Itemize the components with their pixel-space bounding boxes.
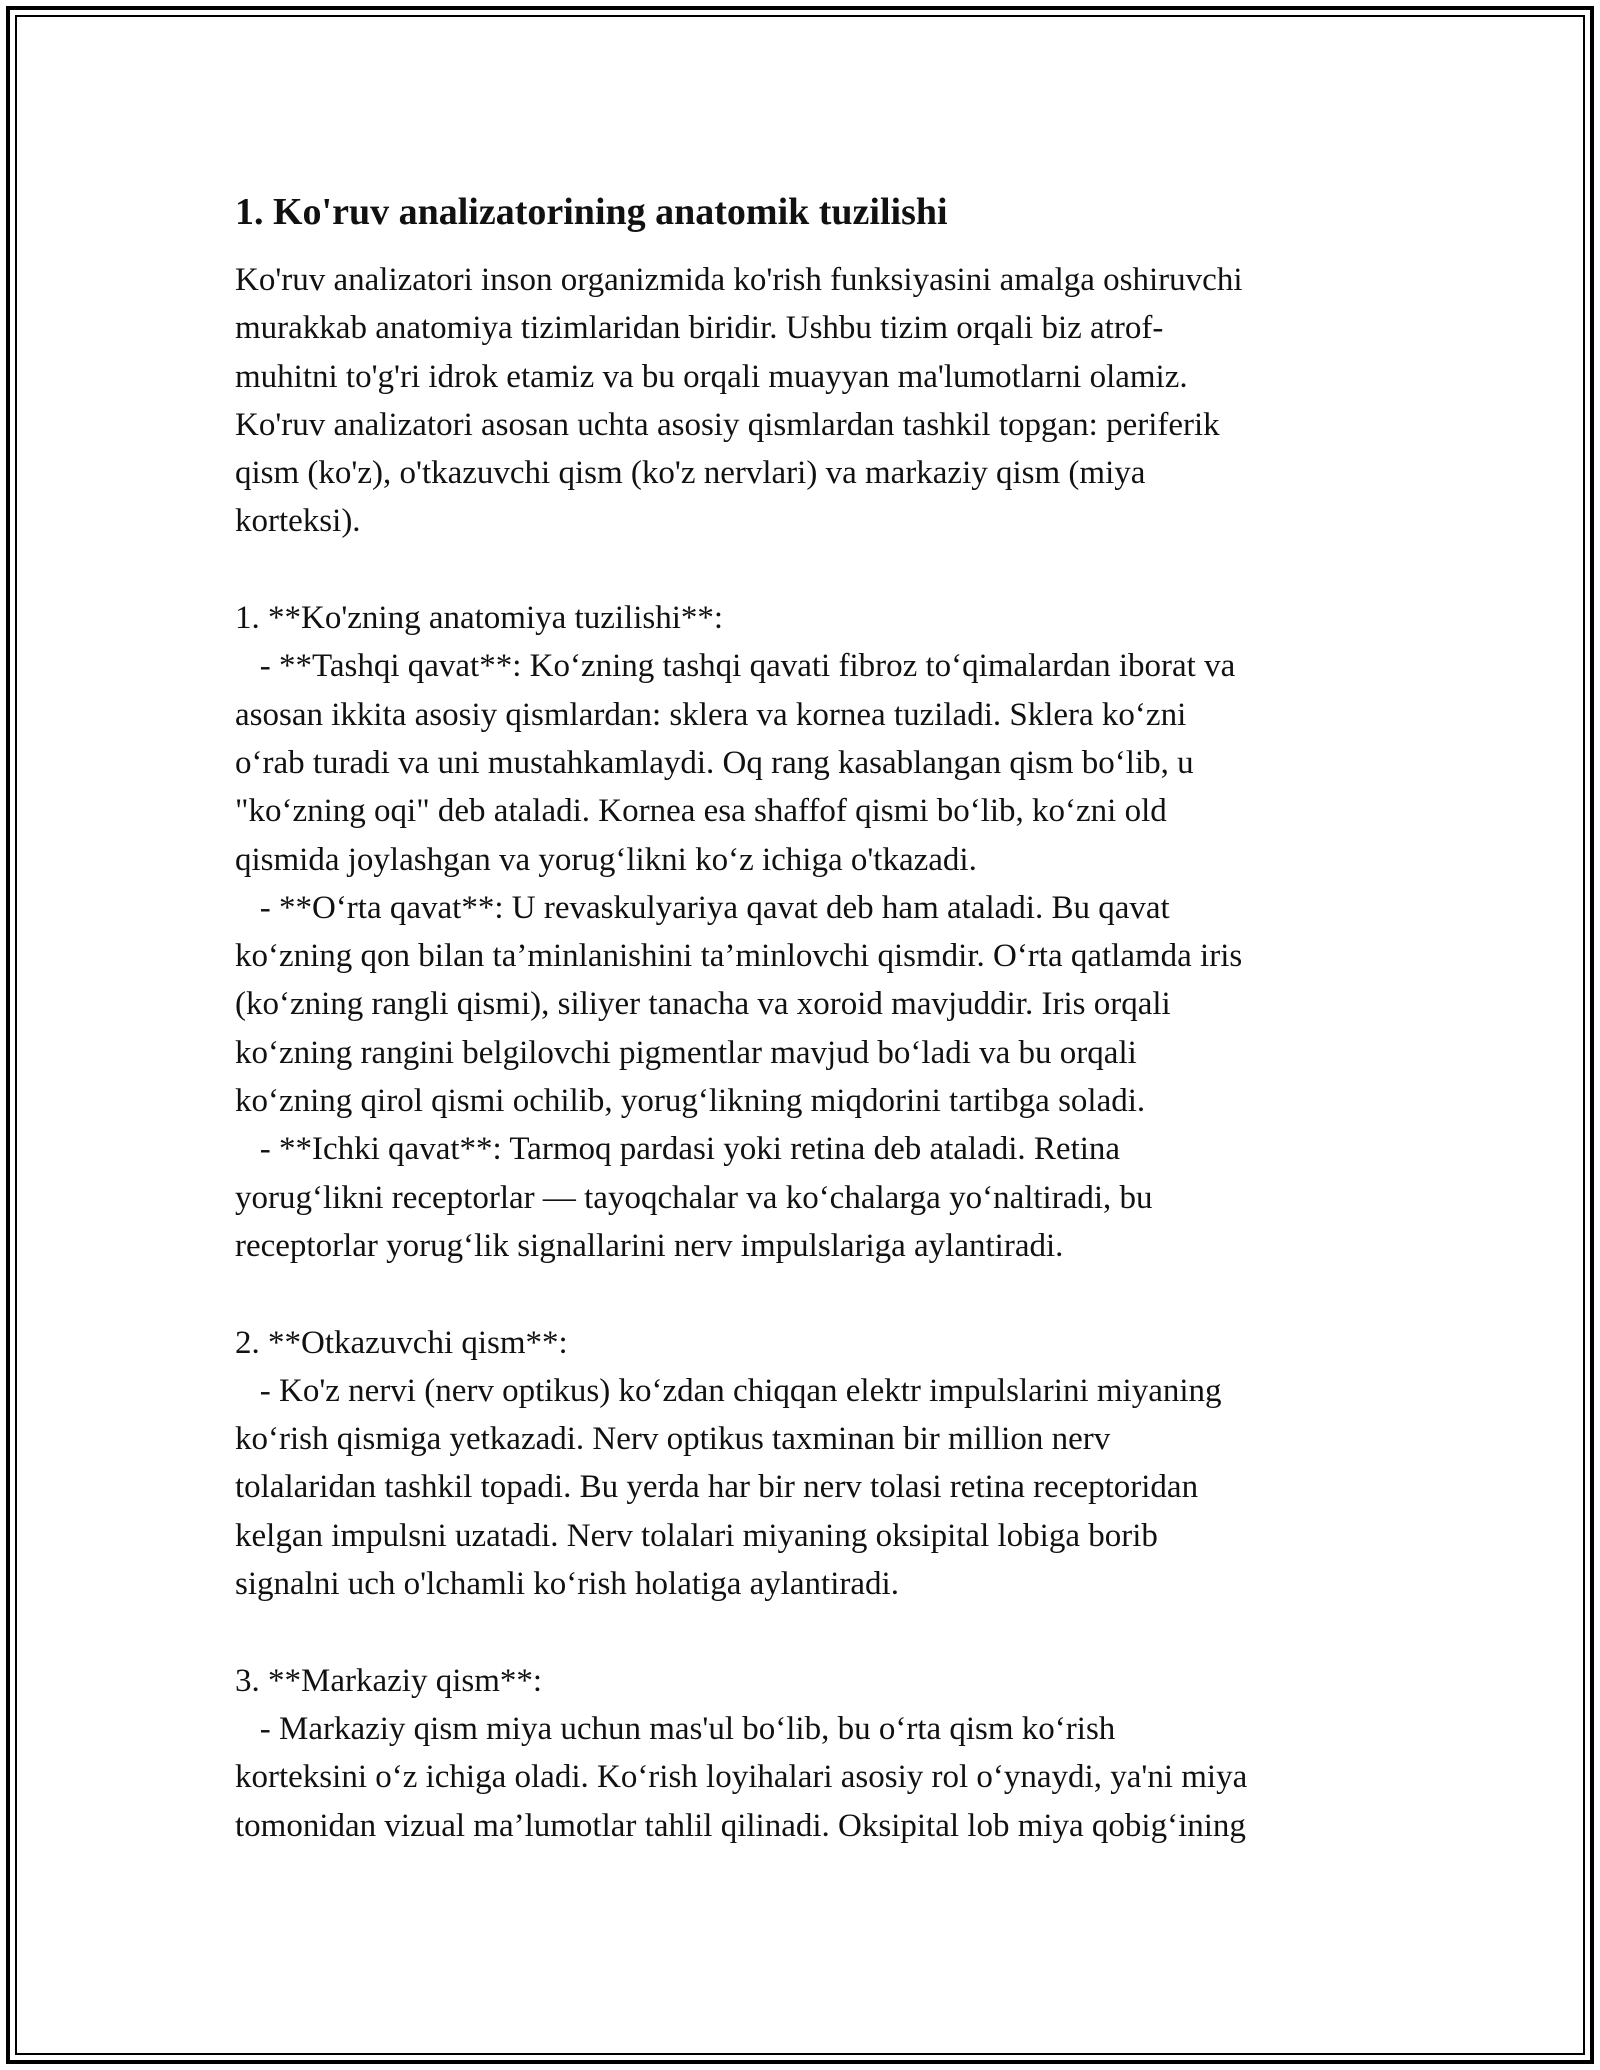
text-line: korteksini o‘z ichiga oladi. Ko‘rish loyihalari asosiy rol o‘ynaydi, ya'ni miya <box>235 1759 1248 1796</box>
text-line: muhitni to'g'ri idrok etamiz va bu orqali muayyan ma'lumotlarni olamiz. <box>235 358 1188 395</box>
text-line: - **O‘rta qavat**: U revaskulyariya qavat deb ham ataladi. Bu qavat <box>235 889 1170 926</box>
text-line: qismida joylashgan va yorug‘likni ko‘z ichiga o'tkazadi. <box>235 841 977 878</box>
text-line: qism (ko'z), o'tkazuvchi qism (ko'z nervlari) va markaziy qism (miya <box>235 455 1146 492</box>
text-line: - Ko'z nervi (nerv optikus) ko‘zdan chiqqan elektr impulslarini miyaning <box>235 1372 1222 1409</box>
text-line: kelgan impulsni uzatadi. Nerv tolalari miyaning oksipital lobiga borib <box>235 1517 1158 1554</box>
blank-line <box>235 546 1375 594</box>
text-line: korteksi). <box>235 503 361 540</box>
text-line: tomonidan vizual ma’lumotlar tahlil qilinadi. Oksipital lob miya qobig‘ining <box>235 1807 1246 1844</box>
text-line: receptorlar yorug‘lik signallarini nerv impulslariga aylantiradi. <box>235 1227 1064 1264</box>
text-line: asosan ikkita asosiy qismlardan: sklera va kornea tuziladi. Sklera ko‘zni <box>235 696 1187 733</box>
text-line: Ko'ruv analizatori asosan uchta asosiy qismlardan tashkil topgan: periferik <box>235 406 1220 443</box>
blank-line <box>235 1608 1375 1656</box>
text-line: signalni uch o'lchamli ko‘rish holatiga aylantiradi. <box>235 1566 899 1603</box>
text-line: murakkab anatomiya tizimlaridan biridir. Ushbu tizim orqali biz atrof- <box>235 310 1164 347</box>
text-line: ko‘zning rangini belgilovchi pigmentlar mavjud bo‘ladi va bu orqali <box>235 1034 1137 1071</box>
text-line: "ko‘zning oqi" deb ataladi. Kornea esa shaffof qismi bo‘lib, ko‘zni old <box>235 793 1167 830</box>
text-line: 1. **Ko'zning anatomiya tuzilishi**: <box>235 600 724 637</box>
text-line: yorug‘likni receptorlar — tayoqchalar va ko‘chalarga yo‘naltiradi, bu <box>235 1179 1153 1216</box>
document-body <box>235 186 1375 1850</box>
text-line: - Markaziy qism miya uchun mas'ul bo‘lib, bu o‘rta qism ko‘rish <box>235 1710 1116 1747</box>
text-line: (ko‘zning rangli qismi), siliyer tanacha va xoroid mavjuddir. Iris orqali <box>235 986 1171 1023</box>
text-line: 3. **Markaziy qism**: <box>235 1662 543 1699</box>
text-line: - **Ichki qavat**: Tarmoq pardasi yoki retina deb ataladi. Retina <box>235 1131 1121 1168</box>
page-title: 1. Ko'ruv analizatorining anatomik tuzilishi <box>235 191 948 233</box>
text-line: o‘rab turadi va uni mustahkamlaydi. Oq rang kasablangan qism bo‘lib, u <box>235 744 1194 781</box>
text-line: tolalaridan tashkil topadi. Bu yerda har bir nerv tolasi retina receptoridan <box>235 1469 1199 1506</box>
text-line: - **Tashqi qavat**: Ko‘zning tashqi qavati fibroz to‘qimalardan iborat va <box>235 648 1236 685</box>
text-line: 2. **Otkazuvchi qism**: <box>235 1324 568 1361</box>
document-text <box>235 256 1375 1850</box>
text-line: ko‘rish qismiga yetkazadi. Nerv optikus taxminan bir million nerv <box>235 1421 1111 1458</box>
blank-line <box>235 1270 1375 1318</box>
text-line: ko‘zning qon bilan ta’minlanishini ta’minlovchi qismdir. O‘rta qatlamda iris <box>235 938 1243 975</box>
text-line: Ko'ruv analizatori inson organizmida ko'rish funksiyasini amalga oshiruvchi <box>235 262 1243 298</box>
text-line: ko‘zning qirol qismi ochilib, yorug‘likning miqdorini tartibga soladi. <box>235 1083 1146 1120</box>
